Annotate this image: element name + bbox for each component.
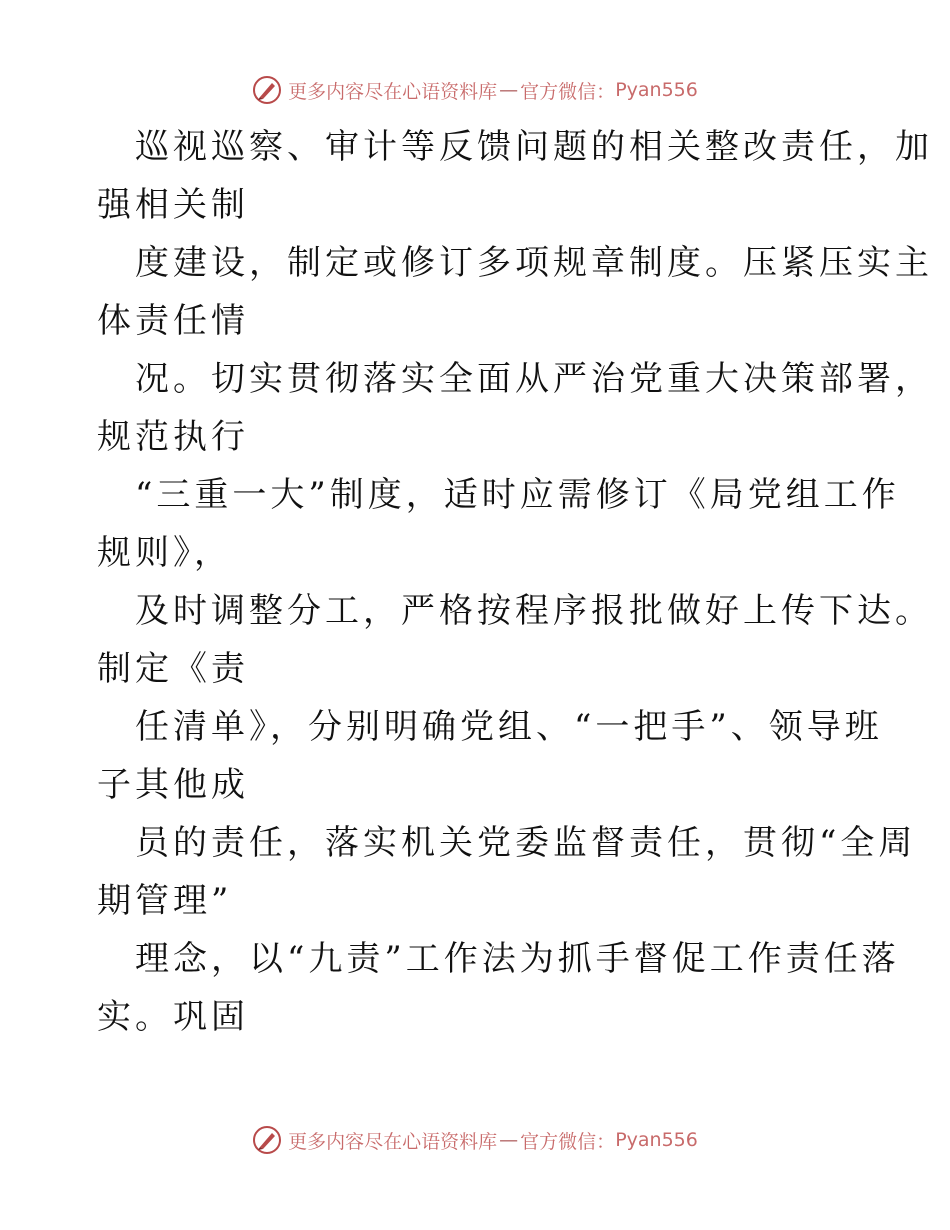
paragraph: [97, 234, 933, 350]
paragraph: [97, 118, 933, 234]
text-line: 子其他成: [97, 765, 249, 805]
watermark-wechat-id: Pyan556: [615, 79, 698, 101]
footer-watermark-banner: [0, 1120, 950, 1160]
text-line: 规则》，: [97, 533, 232, 573]
paragraph: [97, 582, 933, 698]
watermark-site-text: 更多内容尽在心语资料库: [288, 1130, 498, 1153]
text-line: 制定《责: [97, 649, 249, 689]
text-line: 及时调整分工，严格按程序报批做好上传下达。: [135, 591, 933, 631]
pen-logo-icon: [252, 75, 282, 105]
watermark-wechat-id: Pyan556: [615, 1129, 698, 1151]
text-line: 员的责任，落实机关党委监督责任，贯彻“全周: [135, 823, 917, 863]
text-line: 期管理”: [97, 881, 233, 921]
text-line: 巡视巡察、审计等反馈问题的相关整改责任，加: [135, 127, 933, 167]
paragraph: [97, 930, 900, 1046]
paragraph: [97, 466, 900, 582]
watermark-separator: —: [499, 79, 519, 101]
watermark-wechat-label: 官方微信：: [520, 80, 616, 103]
text-line: 体责任情: [97, 301, 249, 341]
watermark-site-text: 更多内容尽在心语资料库: [288, 80, 498, 103]
text-line: 理念，以“九责”工作法为抓手督促工作责任落: [135, 939, 900, 979]
paragraph: [97, 698, 883, 814]
text-line: 实。巩固: [97, 997, 249, 1037]
watermark-wechat-label: 官方微信：: [520, 1130, 616, 1153]
text-line: 度建设，制定或修订多项规章制度。压紧压实主: [135, 243, 933, 283]
text-line: “三重一大”制度，适时应需修订《局党组工作: [135, 475, 900, 515]
text-line: 任清单》，分别明确党组、“一把手”、领导班: [135, 707, 883, 747]
pen-logo-icon: [252, 1125, 282, 1155]
text-line: 强相关制: [97, 185, 249, 225]
text-line: 况。切实贯彻落实全面从严治党重大决策部署，: [135, 359, 933, 399]
paragraph: [97, 350, 933, 466]
text-line: 规范执行: [97, 417, 249, 457]
document-body: [97, 118, 933, 1046]
header-watermark-banner: [0, 70, 950, 110]
paragraph: [97, 814, 917, 930]
watermark-separator: —: [499, 1129, 519, 1151]
